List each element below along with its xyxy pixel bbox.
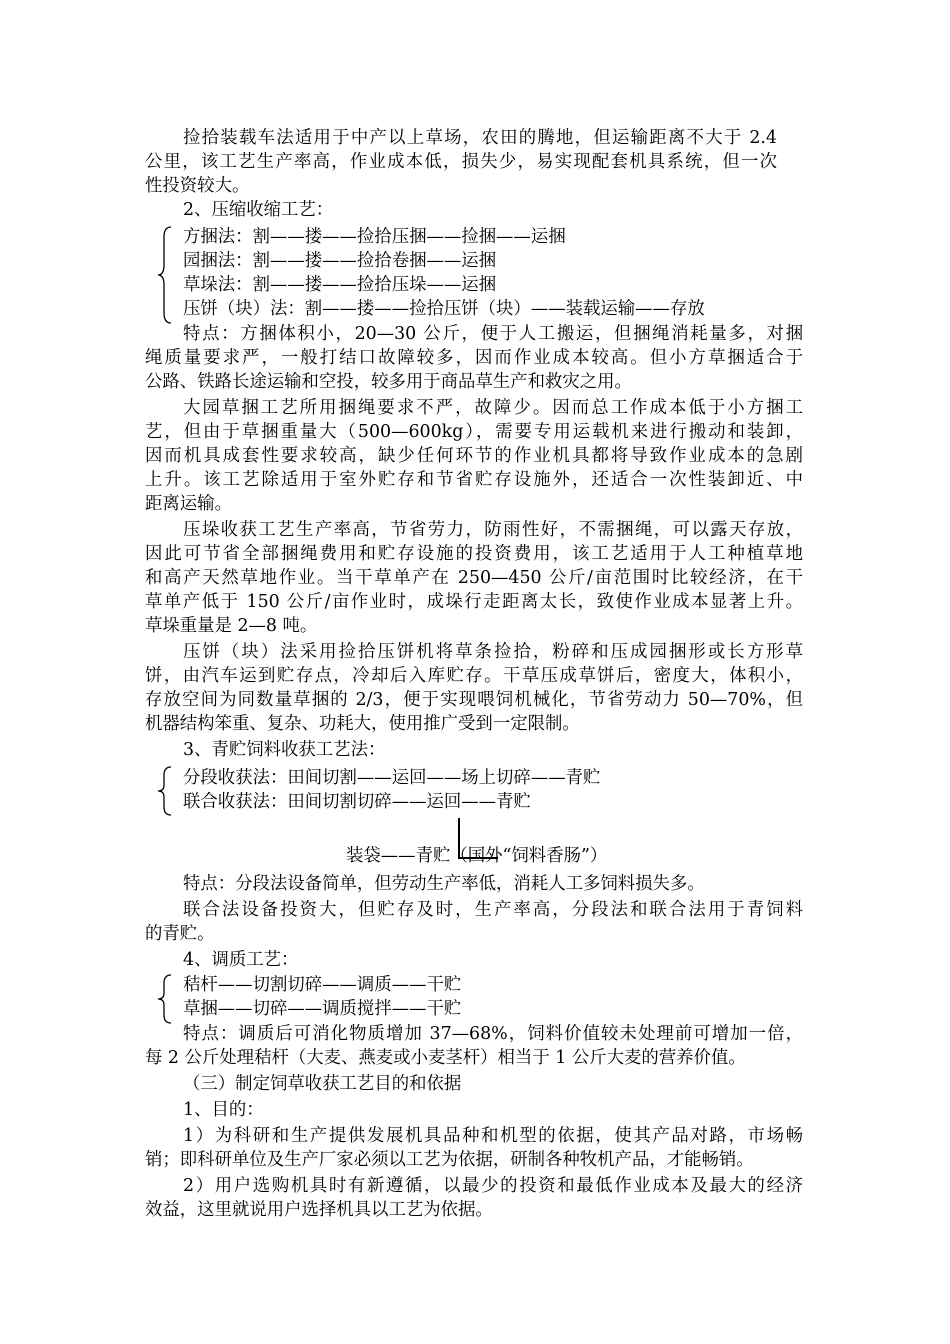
paragraph-line: 和高产天然草地作业。当干草单产在 250—450 公斤/亩范围时比较经济，在干 <box>145 568 803 588</box>
paragraph-line: 压垛收获工艺生产率高，节省劳力，防雨性好，不需捆绳，可以露天存放， <box>183 520 803 540</box>
paragraph-line: 因此可节省全部捆绳费用和贮存设施的投资费用，该工艺适用于人工种植草地 <box>145 544 803 564</box>
method-line: 方捆法：割——搂——捡拾压捆——捡捆——运捆 <box>183 227 566 247</box>
left-brace <box>156 765 174 817</box>
paragraph-line: 效益，这里就说用户选择机具以工艺为依据。 <box>145 1200 493 1220</box>
paragraph-line: 特点：分段法设备简单，但劳动生产率低，消耗人工多饲料损失多。 <box>183 874 705 894</box>
paragraph-line: 特点：方捆体积小，20—30 公斤，便于人工搬运，但捆绳消耗量多，对捆 <box>183 324 803 344</box>
left-brace <box>156 973 174 1025</box>
paragraph-line: 存放空间为同数量草捆的 2/3，便于实现喂饲机械化，节省劳动力 50—70%，但 <box>145 690 803 710</box>
section-heading: 3、青贮饲料收获工艺法： <box>183 740 386 760</box>
paragraph-line: 因而机具成套性要求较高，缺少任何环节的作业机具都将导致作业成本的急剧 <box>145 446 803 466</box>
paragraph-line: 特点：调质后可消化物质增加 37—68%，饲料价值较未处理前可增加一倍， <box>183 1024 803 1044</box>
left-brace <box>156 225 174 325</box>
paragraph-line: 绳质量要求严，一般打结口故障较多，因而作业成本较高。但小方草捆适合于 <box>145 348 803 368</box>
paragraph-line: 2）用户选购机具时有新遵循，以最少的投资和最低作业成本及最大的经济 <box>183 1176 803 1196</box>
paragraph-line: 距离运输。 <box>145 494 232 514</box>
section-heading: （三）制定饲草收获工艺目的和依据 <box>183 1074 462 1094</box>
paragraph-line: 艺，但由于草捆重量大（500—600kg），需要专用运载机来进行搬动和装卸， <box>145 422 803 442</box>
section-heading: 2、压缩收缩工艺： <box>183 200 334 220</box>
paragraph-line: 饼，由汽车运到贮存点，冷却后入库贮存。干草压成草饼后，密度大，体积小， <box>145 666 803 686</box>
paragraph-line: 1）为科研和生产提供发展机具品种和机型的依据，使其产品对路，市场畅 <box>183 1126 803 1146</box>
paragraph-line: 上升。该工艺除适用于室外贮存和节省贮存设施外，还适合一次性装卸近、中 <box>145 470 803 490</box>
paragraph-line: 大园草捆工艺所用捆绳要求不严，故障少。因而总工作成本低于小方捆工 <box>183 398 803 418</box>
paragraph-line: 草垛重量是 2—8 吨。 <box>145 616 318 636</box>
method-line: 联合收获法：田间切割切碎——运回——青贮 <box>183 792 531 812</box>
method-line: 草垛法：割——搂——捡拾压垛——运捆 <box>183 275 497 295</box>
paragraph-line: 性投资较大。 <box>145 176 250 196</box>
paragraph-line: 每 2 公斤处理秸杆（大麦、燕麦或小麦茎杆）相当于 1 公斤大麦的营养价值。 <box>145 1048 746 1068</box>
paragraph-line: 公路、铁路长途运输和空投，较多用于商品草生产和救灾之用。 <box>145 372 632 392</box>
method-line: 压饼（块）法：割——搂——捡拾压饼（块）——装载运输——存放 <box>183 299 705 319</box>
paragraph-line: 公里，该工艺生产率高，作业成本低，损失少，易实现配套机具系统，但一次 <box>145 152 777 172</box>
paragraph-line: 压饼（块）法采用捡拾压饼机将草条捡拾，粉碎和压成园捆形或长方形草 <box>183 642 803 662</box>
method-line: 分段收获法：田间切割——运回——场上切碎——青贮 <box>183 768 601 788</box>
method-line: 草捆——切碎——调质搅拌——干贮 <box>183 999 462 1019</box>
branch-line: 装袋——青贮（国外“饲料香肠”） <box>346 846 608 866</box>
method-line: 园捆法：割——搂——捡拾卷捆——运捆 <box>183 251 497 271</box>
paragraph-line: 的青贮。 <box>145 924 215 944</box>
section-heading: 1、目的： <box>183 1100 264 1120</box>
paragraph-line: 联合法设备投资大，但贮存及时，生产率高，分段法和联合法用于青饲料 <box>183 900 803 920</box>
paragraph-line: 捡拾装载车法适用于中产以上草场，农田的腾地，但运输距离不大于 2.4 <box>183 128 777 148</box>
paragraph-line: 机器结构笨重、复杂、功耗大，使用推广受到一定限制。 <box>145 714 580 734</box>
section-heading: 4、调质工艺： <box>183 950 299 970</box>
method-line: 秸杆——切割切碎——调质——干贮 <box>183 975 462 995</box>
paragraph-line: 草单产低于 150 公斤/亩作业时，成垛行走距离太长，致使作业成本显著上升。 <box>145 592 803 612</box>
paragraph-line: 销；即科研单位及生产厂家必须以工艺为依据，研制各种牧机产品，才能畅销。 <box>145 1150 754 1170</box>
